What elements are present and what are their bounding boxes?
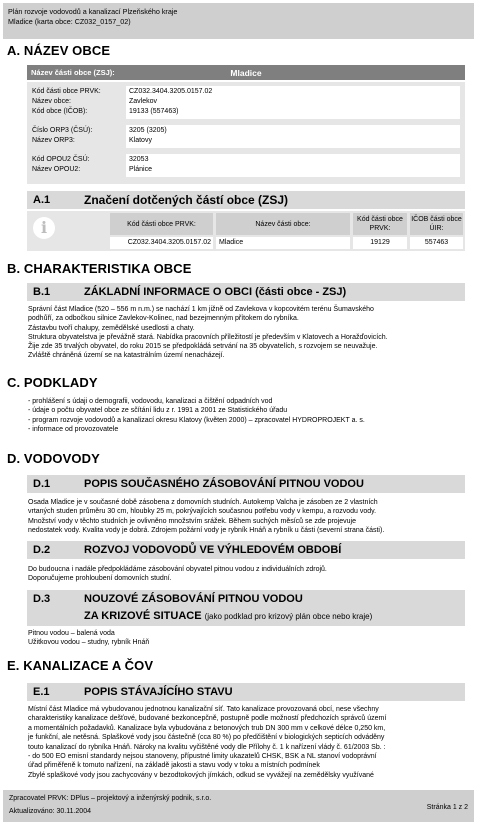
zsj-name-label: Název části obce (ZSJ): [31,68,115,77]
text-line: - do 500 EO emisní standardy nejsou stanoveny, přípustné limity ukazatelů CHSK, BSK a NL stanoví vodoprávní [28,753,377,761]
field-label: Kód části obce PRVK: [32,88,101,95]
text-line: podhůří, za odbočkou silnice Zavlekov-Kolinec, nad bezejmenným přítokem do rybníka. [28,315,299,323]
subsection-b1-bar [27,283,465,301]
subsection-number: B.1 [33,286,51,298]
header-title: Plán rozvoje vodovodů a kanalizací Plzeňského kraje [8,7,178,16]
table-cell: Mladice [216,237,350,249]
info-icon: i [33,217,55,239]
subsection-a1-bar [27,191,465,209]
subsection-d1-bar [27,475,465,493]
field-value: Klatovy [129,137,152,144]
text-line: nedostatek vody. Kvalita vody je dobrá. Zdrojem požární vody je rybník Hnáň a rybník u části (severní strana části). [28,526,385,534]
subsection-title: ZÁKLADNÍ INFORMACE O OBCI (části obce - ZSJ) [84,286,347,298]
subsection-number: E.1 [33,686,50,698]
text-line: Místní část Mladice má vybudovanou jednotnou kanalizační síť. Tato kanalizace provozovaná obcí, nese všechny [28,706,379,713]
text-line: Doporučujeme prohloubení domovních studní. [28,575,172,583]
text-line: Zbylé splaškové vody jsou zachycovány v bezodtokových jímkách, odkud se vyvážejí na zemědělsky využívané [28,771,374,779]
field-label: Kód OPOU2 ČSÚ: [32,156,90,163]
footer-updated: Aktualizováno: 30.11.2004 [9,808,91,815]
table-header: Kód části obce PRVK: [353,213,407,235]
b1-text [28,305,466,361]
subsection-title: POPIS SOUČASNÉHO ZÁSOBOVÁNÍ PITNOU VODOU [84,478,364,490]
subsection-number: D.1 [33,478,51,490]
text-line: charakteristiky kanalizace dešťové, budované bezkoncepčně, postupně podle možností předchozích správců území [28,715,387,723]
e1-text [28,705,466,780]
section-b-title: B. CHARAKTERISTIKA OBCE [7,261,192,276]
document-header [3,3,474,39]
text-line: vrtaných studen průměru 30 cm, hloubky 25 m, pokrývajících současnou potřebu vody v kempu, a rozvodu vody. [28,508,377,516]
header-subtitle: Mladice (karta obce: CZ032_0157_02) [8,17,131,26]
text-line: a momentálních požadavků. Kanalizace byla vybudována z betonových trub DN 300 mm v celkové délce 0,250 km, [28,724,386,732]
c-sources-list [28,397,466,434]
text-line: touto kanalizací do rybníka Hnáň. Nároky na kvalitu vyčištěné vody dle Přílohy č. 1 k nařízení vlády č. 61/2003 Sb. : [28,743,386,751]
subsection-title: Značení dotčených částí obce (ZSJ) [84,193,289,207]
table-cell: 557463 [410,237,463,249]
list-item: - informace od provozovatele [28,425,119,433]
table-header: Název části obce: [216,213,350,235]
table-cell: CZ032.3404.3205.0157.02 [110,237,213,249]
field-label: Číslo ORP3 (ČSÚ): [32,127,93,134]
page-number: Stránka 1 z 2 [426,804,468,811]
text-line: Žije zde 35 trvalých obyvatel, do roku 2015 se předpokládá setrvání na 35 obyvatelích, s rozvojem se neuvažuje. [28,343,378,351]
subsection-note: (jako podklad pro krizový plán obce nebo kraje) [204,612,373,621]
section-a-title: A. NÁZEV OBCE [7,43,111,58]
text-line: Množství vody v těchto studních je ovlivněno množstvím srážek. Během suchých měsíců se zde projevuje [28,517,356,525]
text-line: Do budoucna i nadále předpokládáme zásobování obyvatel pitnou vodou z individuálních zdrojů. [28,566,327,573]
zsj-name-bar [27,65,465,80]
subsection-number: D.2 [33,544,51,556]
zsj-name-value: Mladice [230,68,262,78]
section-d-title: D. VODOVODY [7,451,100,466]
subsection-title: POPIS STÁVAJÍCÍHO STAVU [84,686,233,698]
subsection-title-part: ZA KRIZOVÉ SITUACE [84,610,202,622]
text-line: Pitnou vodou – balená voda [28,630,115,637]
text-line: Správní část Mladice (520 – 556 m n.m.) se nachází 1 km jižně od Zavlekova v kopcovitém terénu Šumavského [28,306,374,313]
subsection-number: D.3 [33,593,51,605]
d1-text [28,498,466,535]
subsection-d3-bar [27,590,465,626]
list-item: - program rozvoje vodovodů a kanalizací okresu Klatovy (květen 2000) – zpracovatel HYDROPROJEKT a. s. [28,416,365,424]
list-item: - údaje o počtu obyvatel obce ze sčítání lidu z r. 1991 a 2001 ze Statistického úřadu [28,407,288,415]
zsj-table [27,211,465,251]
field-value: Zavlekov [129,98,158,105]
subsection-number: A.1 [33,194,51,206]
table-header: Kód části obce PRVK: [110,213,213,235]
values-group-3 [126,154,460,177]
section-c-title: C. PODKLADY [7,375,98,390]
document-footer [3,790,474,822]
field-value: 32053 [129,156,149,163]
field-label: Název obce: [32,98,71,105]
field-value: Plánice [129,166,152,173]
d2-text [28,565,466,584]
text-line: Struktura obyvatelstva je převážně stará. Nabídka pracovních příležitostí je především v Klatovech a Horažďovicích. [28,333,388,341]
field-value: 3205 (3205) [129,127,167,134]
field-value: CZ032.3404.3205.0157.02 [129,88,213,95]
list-item: - prohlášení s údaji o demografii, vodovodu, kanalizaci a čištění odpadních vod [28,398,273,405]
d3-text [28,629,466,648]
municipality-info-box [27,82,465,184]
subsection-title: NOUZOVÉ ZÁSOBOVÁNÍ PITNOU VODOU [84,593,303,605]
field-label: Název OPOU2: [32,166,81,173]
text-line: je funkční, ale netěsná. Splaškové vody jsou částečně (cca 80 %) po předčištění v biologických septicích odváděny [28,734,385,742]
text-line: Zástavbu tvoří chalupy, zemědělské usedlosti a chaty. [28,324,195,332]
subsection-title: ROZVOJ VODOVODŮ VE VÝHLEDOVÉM OBDOBÍ [84,544,342,556]
text-line: Osada Mladice je v současné době zásobena z domovních studních. Autokemp Valcha je zásoben ze 2 vlastních [28,499,378,506]
text-line: Zvláště chráněná území se na katastrálním území nenacházejí. [28,352,225,360]
table-cell: 19129 [353,237,407,249]
field-value: 19133 (557463) [129,108,179,115]
table-header: IČOB části obce ÚIR: [410,213,463,235]
values-group-2 [126,125,460,148]
values-group-1 [126,86,460,119]
field-label: Název ORP3: [32,137,75,144]
subsection-e1-bar [27,683,465,701]
subsection-title-line2 [84,610,372,622]
footer-author: Zpracovatel PRVK: DPlus – projektový a inženýrský podnik, s.r.o. [9,795,212,802]
field-label: Kód obce (IČOB): [32,108,88,115]
text-line: úřad přiměřeně k tomuto nařízení, na základě jakosti a stavu vody v toku a místních podmínek [28,762,320,770]
text-line: Užitkovou vodou – studny, rybník Hnáň [28,639,150,647]
subsection-d2-bar [27,541,465,559]
section-e-title: E. KANALIZACE A ČOV [7,658,154,673]
